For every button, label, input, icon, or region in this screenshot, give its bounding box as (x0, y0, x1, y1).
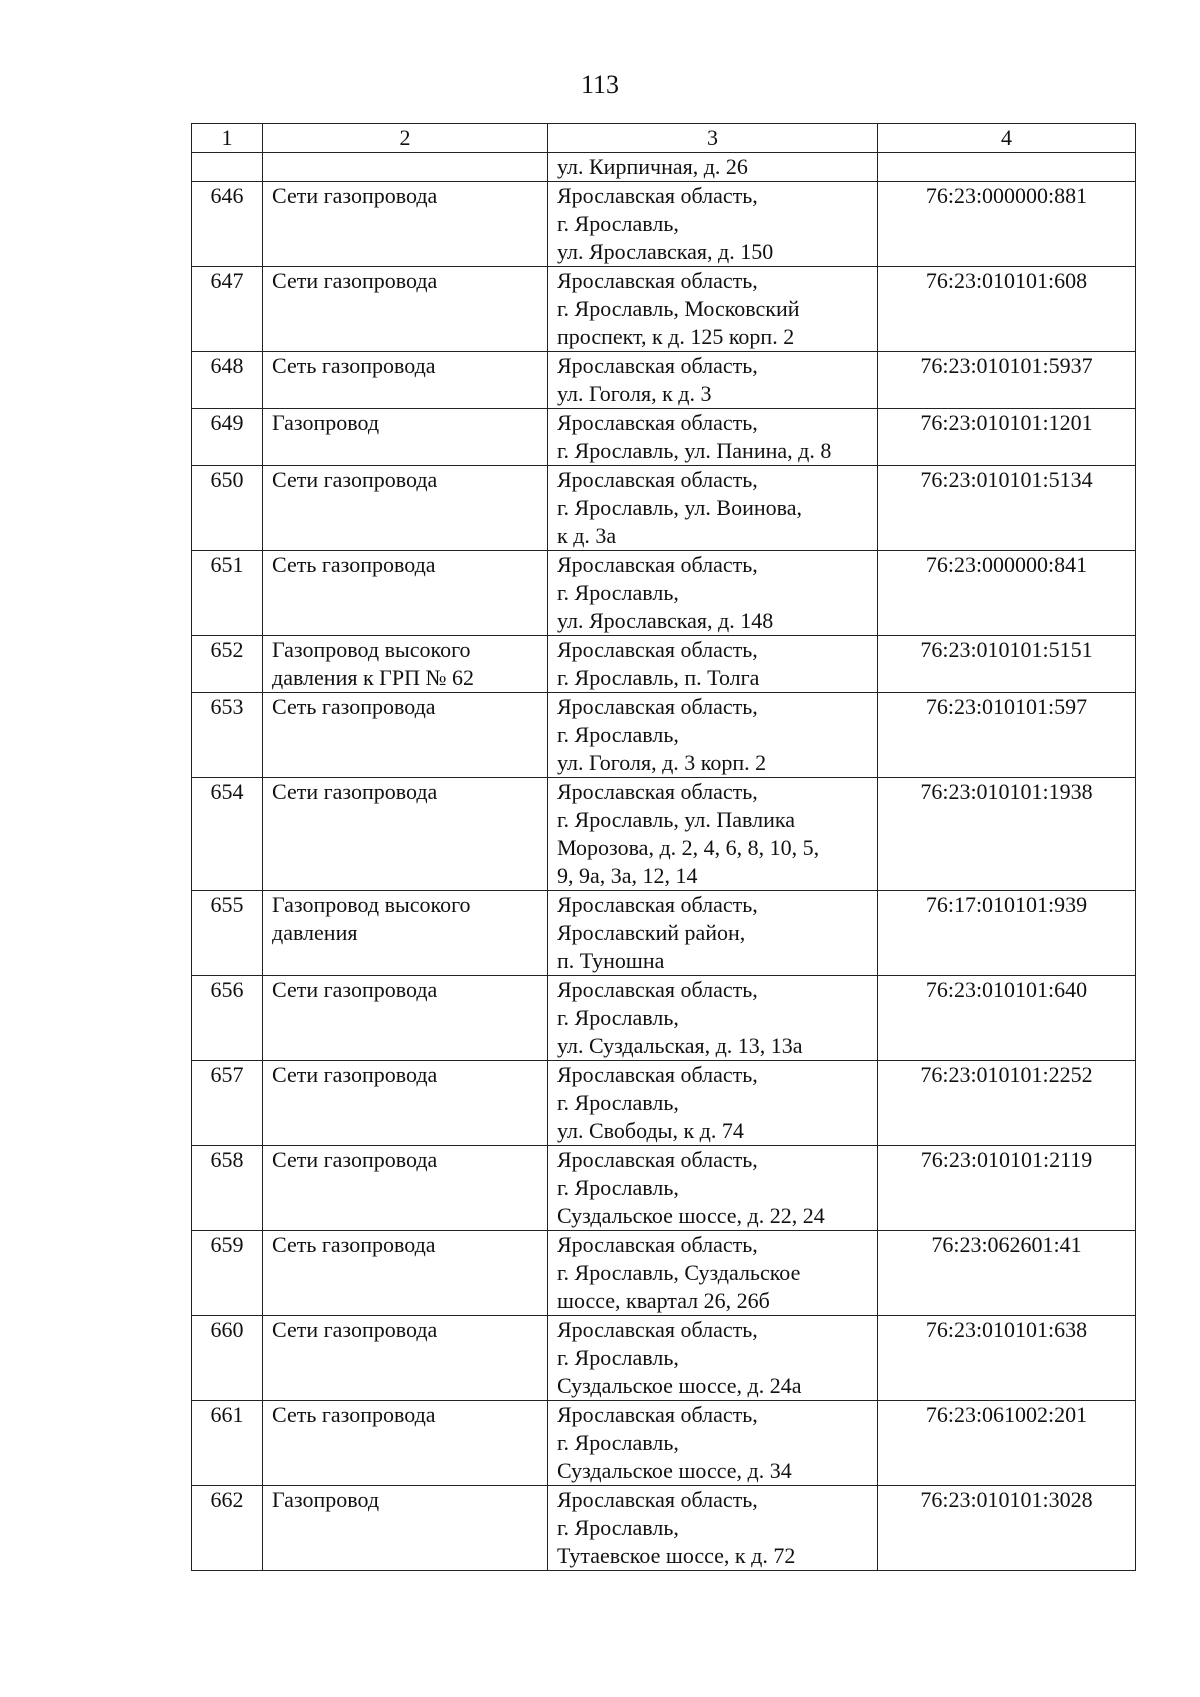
column-2-header: 2 (263, 124, 548, 153)
table-cell-address: Ярославская область, г. Ярославль, ул. Воинова, к д. 3а (548, 466, 878, 551)
table-cell-address: Ярославская область, г. Ярославль, Суздальское шоссе, д. 34 (548, 1401, 878, 1486)
table-cell-address: Ярославская область, г. Ярославль, Тутаевское шоссе, к д. 72 (548, 1486, 878, 1571)
table-cell-name (263, 153, 548, 182)
table-cell-address: Ярославская область, г. Ярославль, ул. Суздальская, д. 13, 13а (548, 976, 878, 1061)
table-row (192, 1231, 1136, 1316)
table-cell-number: 661 (192, 1401, 263, 1486)
table-row (192, 693, 1136, 778)
table-cell-number (192, 153, 263, 182)
column-1-header: 1 (192, 124, 263, 153)
table-cell-name: Газопровод высокого давления (263, 891, 548, 976)
table-cell-number: 653 (192, 693, 263, 778)
table-cell-cadastral: 76:23:000000:841 (878, 551, 1136, 636)
table-cell-number: 657 (192, 1061, 263, 1146)
table-cell-name: Сеть газопровода (263, 1401, 548, 1486)
table-cell-number: 647 (192, 267, 263, 352)
table-cell-cadastral: 76:23:010101:5151 (878, 636, 1136, 693)
table-cell-cadastral: 76:23:010101:608 (878, 267, 1136, 352)
table-cell-cadastral: 76:23:061002:201 (878, 1401, 1136, 1486)
table-row (192, 182, 1136, 267)
table-row (192, 778, 1136, 891)
column-number-header-row (192, 124, 1136, 153)
table-row (192, 636, 1136, 693)
table-cell-number: 659 (192, 1231, 263, 1316)
table-cell-cadastral: 76:23:010101:2252 (878, 1061, 1136, 1146)
table-cell-address: Ярославская область, г. Ярославль, п. Толга (548, 636, 878, 693)
table-cell-address: ул. Кирпичная, д. 26 (548, 153, 878, 182)
table-cell-address: Ярославская область, г. Ярославль, ул. Гоголя, д. 3 корп. 2 (548, 693, 878, 778)
table-cell-number: 662 (192, 1486, 263, 1571)
table-cell-address: Ярославская область, г. Ярославль, ул. Ярославская, д. 150 (548, 182, 878, 267)
table-cell-cadastral: 76:23:010101:5134 (878, 466, 1136, 551)
table-row (192, 409, 1136, 466)
table-cell-number: 650 (192, 466, 263, 551)
column-3-header: 3 (548, 124, 878, 153)
table-cell-name: Сети газопровода (263, 1061, 548, 1146)
table-row (192, 466, 1136, 551)
table-row (192, 267, 1136, 352)
table-cell-address: Ярославская область, г. Ярославль, Суздальское шоссе, д. 24а (548, 1316, 878, 1401)
table-row (192, 976, 1136, 1061)
table-cell-name: Сети газопровода (263, 1146, 548, 1231)
table-cell-name: Сеть газопровода (263, 352, 548, 409)
table-row (192, 1401, 1136, 1486)
table-cell-name: Сети газопровода (263, 976, 548, 1061)
table-cell-cadastral: 76:23:010101:1938 (878, 778, 1136, 891)
table-cell-name: Сеть газопровода (263, 693, 548, 778)
table-cell-cadastral: 76:23:010101:2119 (878, 1146, 1136, 1231)
table-cell-number: 658 (192, 1146, 263, 1231)
table-cell-name: Сети газопровода (263, 267, 548, 352)
gas-pipeline-registry-table (191, 123, 1136, 1571)
table-cell-number: 652 (192, 636, 263, 693)
table-cell-cadastral: 76:23:010101:597 (878, 693, 1136, 778)
table-row (192, 352, 1136, 409)
table-cell-address: Ярославская область, г. Ярославль, Суздальское шоссе, квартал 26, 26б (548, 1231, 878, 1316)
table-cell-name: Сети газопровода (263, 1316, 548, 1401)
continuation-row (192, 153, 1136, 182)
table-cell-cadastral: 76:23:010101:3028 (878, 1486, 1136, 1571)
table-cell-cadastral (878, 153, 1136, 182)
table-cell-number: 654 (192, 778, 263, 891)
table-row (192, 1486, 1136, 1571)
table-cell-name: Газопровод (263, 1486, 548, 1571)
table-cell-address: Ярославская область, г. Ярославль, ул. Панина, д. 8 (548, 409, 878, 466)
table-cell-number: 656 (192, 976, 263, 1061)
table-cell-name: Сети газопровода (263, 182, 548, 267)
table-cell-cadastral: 76:23:062601:41 (878, 1231, 1136, 1316)
table-cell-address: Ярославская область, Ярославский район, п. Туношна (548, 891, 878, 976)
table-cell-cadastral: 76:23:010101:640 (878, 976, 1136, 1061)
table-row (192, 1146, 1136, 1231)
table-cell-cadastral: 76:23:000000:881 (878, 182, 1136, 267)
table-cell-cadastral: 76:23:010101:638 (878, 1316, 1136, 1401)
table-cell-address: Ярославская область, г. Ярославль, Московский проспект, к д. 125 корп. 2 (548, 267, 878, 352)
page-number: 113 (580, 70, 620, 99)
table-row (192, 551, 1136, 636)
table-row (192, 1316, 1136, 1401)
table-row (192, 891, 1136, 976)
table-cell-name: Сети газопровода (263, 778, 548, 891)
table-cell-address: Ярославская область, г. Ярославль, ул. Павлика Морозова, д. 2, 4, 6, 8, 10, 5, 9, 9а, 3а, 12, 14 (548, 778, 878, 891)
table-cell-address: Ярославская область, ул. Гоголя, к д. 3 (548, 352, 878, 409)
table-cell-name: Газопровод высокого давления к ГРП № 62 (263, 636, 548, 693)
table-cell-name: Сеть газопровода (263, 551, 548, 636)
table-cell-address: Ярославская область, г. Ярославль, Суздальское шоссе, д. 22, 24 (548, 1146, 878, 1231)
table-cell-number: 651 (192, 551, 263, 636)
table-cell-number: 660 (192, 1316, 263, 1401)
table-cell-name: Сети газопровода (263, 466, 548, 551)
table-cell-name: Газопровод (263, 409, 548, 466)
table-cell-address: Ярославская область, г. Ярославль, ул. Ярославская, д. 148 (548, 551, 878, 636)
table-cell-number: 646 (192, 182, 263, 267)
table-cell-cadastral: 76:23:010101:5937 (878, 352, 1136, 409)
table-cell-number: 655 (192, 891, 263, 976)
column-4-header: 4 (878, 124, 1136, 153)
table-cell-number: 648 (192, 352, 263, 409)
table-cell-number: 649 (192, 409, 263, 466)
table-cell-cadastral: 76:23:010101:1201 (878, 409, 1136, 466)
table-cell-address: Ярославская область, г. Ярославль, ул. Свободы, к д. 74 (548, 1061, 878, 1146)
table-cell-cadastral: 76:17:010101:939 (878, 891, 1136, 976)
table-row (192, 1061, 1136, 1146)
table-cell-name: Сеть газопровода (263, 1231, 548, 1316)
